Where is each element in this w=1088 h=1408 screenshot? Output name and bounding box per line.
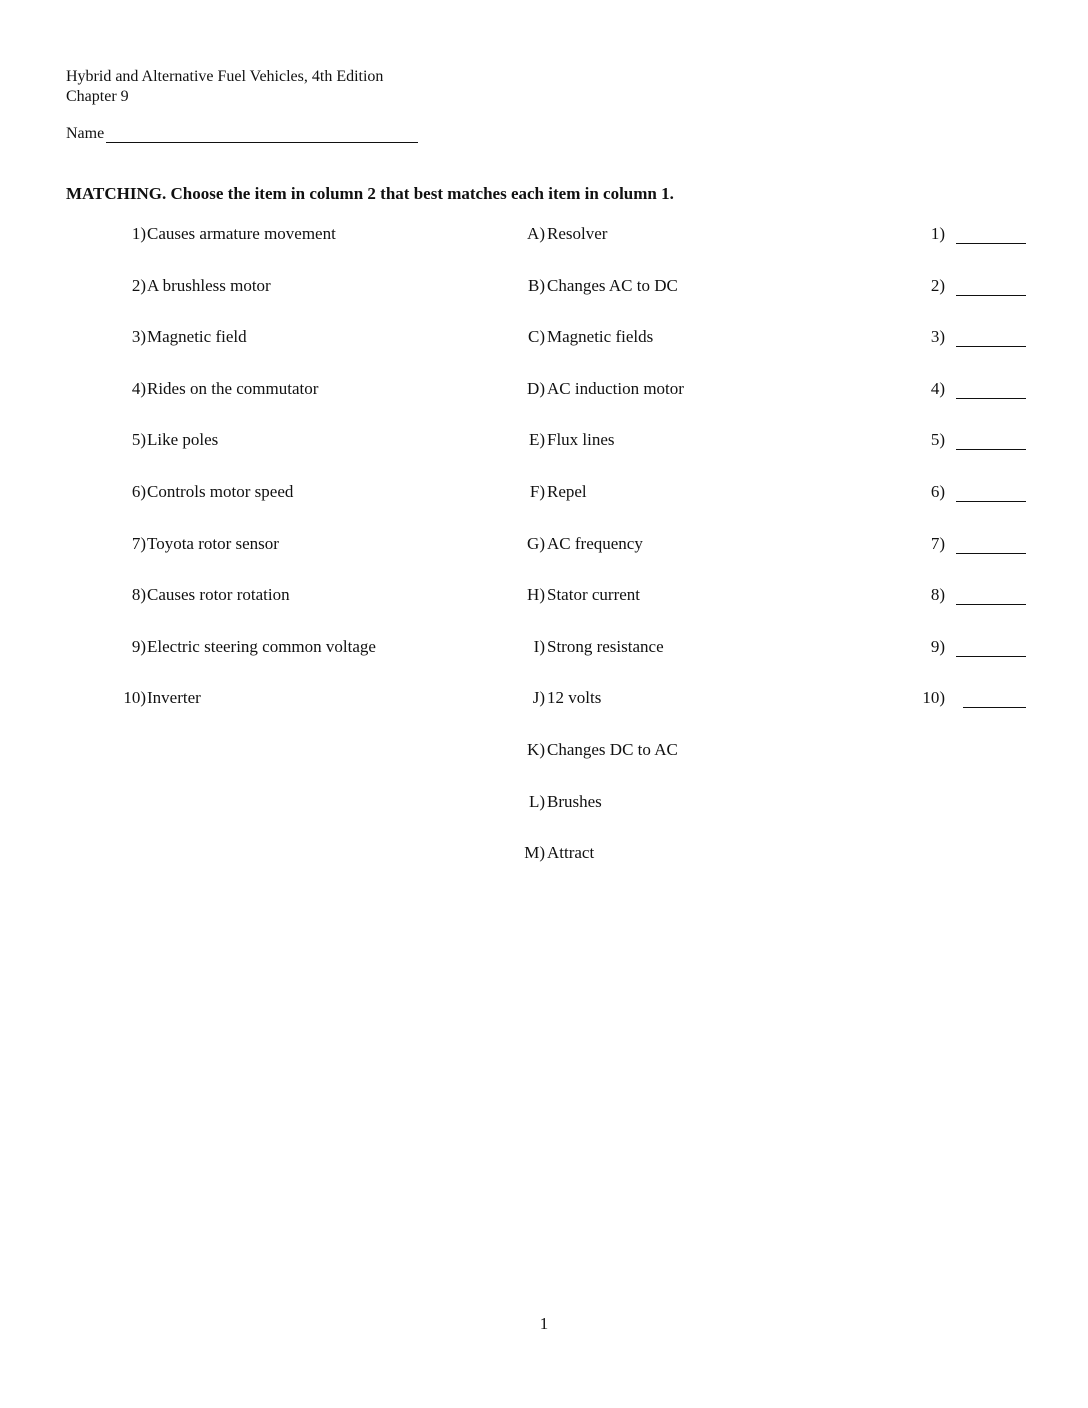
column2-item-letter: A)	[527, 224, 545, 243]
chapter-label: Chapter 9	[66, 88, 129, 105]
column1-item-number: 6)	[131, 482, 146, 501]
matching-row	[0, 224, 1088, 248]
answer-number: 7)	[930, 534, 945, 553]
column2-item-letter: D)	[527, 379, 545, 398]
matching-row	[0, 740, 1088, 764]
column1-item-number: 8)	[131, 585, 146, 604]
column1-item-text: Controls motor speed	[147, 482, 294, 501]
column2-item-text: Strong resistance	[547, 637, 664, 656]
column1-item-number: 7)	[131, 534, 146, 553]
column1-item-text: Magnetic field	[147, 327, 247, 346]
column1-item-text: Causes armature movement	[147, 224, 336, 243]
answer-number: 5)	[930, 430, 945, 449]
column1-item-number: 9)	[131, 637, 146, 656]
column2-item-text: Magnetic fields	[547, 327, 654, 346]
answer-number: 6)	[930, 482, 945, 501]
matching-row	[0, 637, 1088, 661]
book-title: Hybrid and Alternative Fuel Vehicles, 4th Edition	[66, 68, 384, 85]
column2-item-text: 12 volts	[547, 688, 602, 707]
page-number: 1	[539, 1314, 549, 1333]
answer-blank[interactable]	[956, 346, 1026, 347]
column1-item-text: A brushless motor	[147, 276, 271, 295]
column2-item-text: AC induction motor	[547, 379, 684, 398]
name-field-row	[66, 124, 418, 143]
column2-item-letter: M)	[524, 843, 545, 862]
column2-item-letter: E)	[528, 430, 545, 449]
column2-item-letter: B)	[528, 276, 545, 295]
name-label: Name	[66, 125, 105, 142]
column2-item-letter: I)	[533, 637, 545, 656]
answer-blank[interactable]	[963, 707, 1026, 708]
column1-item-number: 1)	[131, 224, 146, 243]
column2-item-letter: L)	[528, 792, 545, 811]
answer-blank[interactable]	[956, 553, 1026, 554]
column2-item-text: Changes DC to AC	[547, 740, 678, 759]
column2-item-letter: K)	[527, 740, 545, 759]
answer-number: 9)	[930, 637, 945, 656]
column1-item-number: 10)	[123, 688, 146, 707]
answer-number: 2)	[930, 276, 945, 295]
matching-instructions: MATCHING. Choose the item in column 2 that best matches each item in column 1.	[66, 184, 674, 203]
answer-number: 1)	[930, 224, 945, 243]
column1-item-text: Toyota rotor sensor	[147, 534, 279, 553]
column1-item-number: 2)	[131, 276, 146, 295]
column2-item-letter: H)	[527, 585, 545, 604]
matching-row	[0, 327, 1088, 351]
column2-item-letter: G)	[527, 534, 545, 553]
column1-item-text: Rides on the commutator	[147, 379, 319, 398]
answer-blank[interactable]	[956, 501, 1026, 502]
matching-row	[0, 534, 1088, 558]
column1-item-text: Causes rotor rotation	[147, 585, 290, 604]
matching-row	[0, 379, 1088, 403]
column1-item-number: 5)	[131, 430, 146, 449]
answer-blank[interactable]	[956, 449, 1026, 450]
column2-item-text: Changes AC to DC	[547, 276, 678, 295]
column1-item-number: 3)	[131, 327, 146, 346]
answer-blank[interactable]	[956, 295, 1026, 296]
matching-row	[0, 585, 1088, 609]
column2-item-text: Resolver	[547, 224, 608, 243]
answer-blank[interactable]	[956, 656, 1026, 657]
answer-number: 8)	[930, 585, 945, 604]
column1-item-text: Inverter	[147, 688, 201, 707]
column1-item-number: 4)	[131, 379, 146, 398]
matching-row	[0, 843, 1088, 867]
answer-blank[interactable]	[956, 398, 1026, 399]
name-input-line[interactable]	[106, 124, 418, 143]
column2-item-text: AC frequency	[547, 534, 643, 553]
column1-item-text: Like poles	[147, 430, 219, 449]
answer-blank[interactable]	[956, 243, 1026, 244]
column2-item-text: Flux lines	[547, 430, 615, 449]
column2-item-letter: C)	[528, 327, 545, 346]
column2-item-text: Brushes	[547, 792, 602, 811]
matching-row	[0, 430, 1088, 454]
answer-blank[interactable]	[956, 604, 1026, 605]
matching-row	[0, 688, 1088, 712]
matching-row	[0, 792, 1088, 816]
answer-number: 10)	[922, 688, 945, 707]
column2-item-letter: F)	[529, 482, 545, 501]
answer-number: 4)	[930, 379, 945, 398]
column2-item-text: Repel	[547, 482, 587, 501]
column2-item-letter: J)	[532, 688, 545, 707]
matching-row	[0, 482, 1088, 506]
answer-number: 3)	[930, 327, 945, 346]
column1-item-text: Electric steering common voltage	[147, 637, 376, 656]
column2-item-text: Attract	[547, 843, 595, 862]
matching-row	[0, 276, 1088, 300]
column2-item-text: Stator current	[547, 585, 640, 604]
